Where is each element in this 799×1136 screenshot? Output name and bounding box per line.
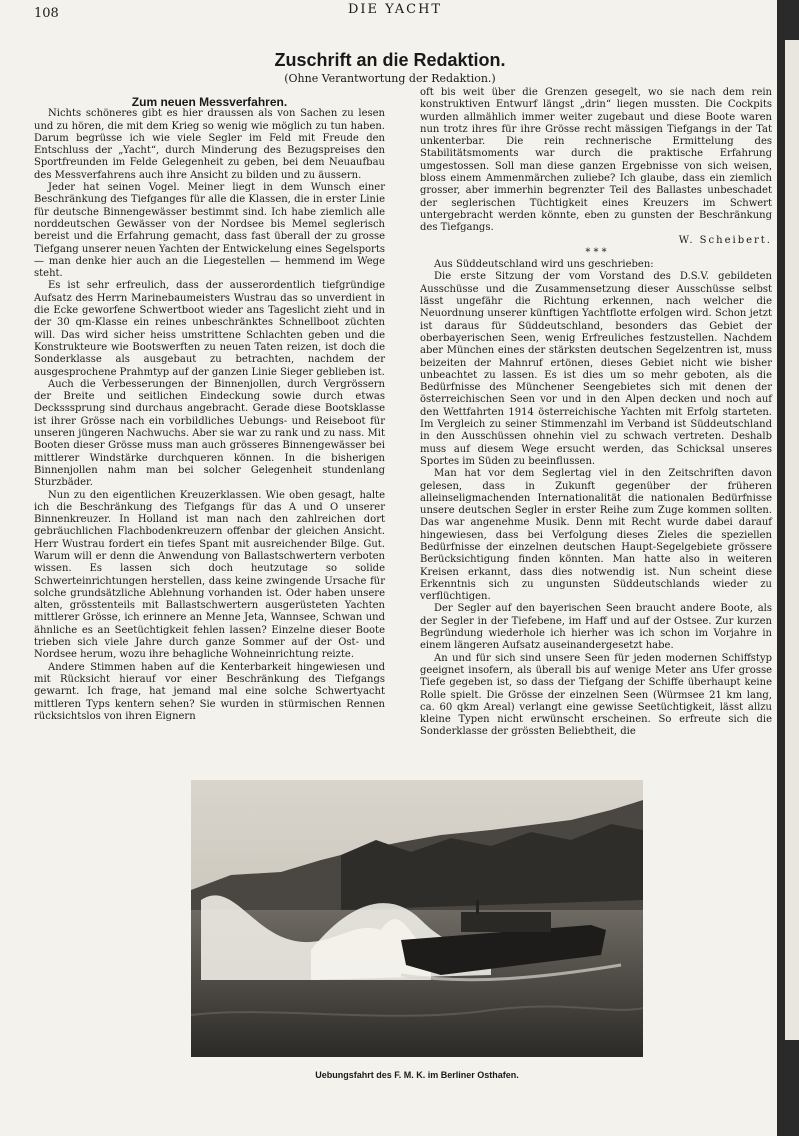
article-title: Zuschrift an die Redaktion. — [274, 50, 506, 70]
section-heading: Zum neuen Messverfahren. — [131, 95, 288, 109]
paragraph: Aus Süddeutschland wird uns geschrieben: — [434, 259, 654, 271]
paragraph: Auch die Verbesserungen der Binnenjollen, durch Vergrössern der Breite und seitlichen Eindeckung sowie durch etwas Decksssprung sind durchaus angebracht. Gerade diese Bootsklasse ist ihrer Grösse nach ein vorbildliches Uebungs- und Reiseboot für unseren jüngeren Nachwuchs. Aber sie war zu rank und zu nass. Mit Booten dieser Grösse muss man auch grösseres Binnengewässer bei mittlerer Windstärke durchqueren können. In die bisherigen Binnenjollen nahm man bei solcher Gelegenheit stundenlang Sturzbäder. — [34, 378, 385, 489]
motorboat-photo-illustration — [191, 780, 643, 1057]
paragraph: Es ist sehr erfreulich, dass der ausserordentlich tiefgründige Aufsatz des Herrn Marinebaumeisters Wustrau das so unverdient in die Ecke geworfene Schwertboot wieder ans Tageslicht zieht und in der 30 qm-Klasse ein reines unbeschränktes Schnellboot züchten will. Das wird sicher heiss umstrittene Schlachten geben und die Konstrukteure wie Bootswerften zu neuen Taten reizen, ist doch die Sonderklasse als ausgebaut zu betrachten, nachdem der ausgesprochene Prahmtyp auf der ganzen Linie Sieger geblieben ist. — [34, 280, 385, 378]
paragraph: Man hat vor dem Seglertag viel in den Zeitschriften davon gelesen, dass in Zukunft gegenüber der früheren alleinseligmachenden Internationalität die nationalen Bedürfnisse unsere deutschen Segler in erster Reihe zum Zuge kommen sollten. Das war angenehme Musik. Denn mit Recht wurde dabei darauf hingewiesen, dass bei Verfolgung dieses Zieles die speziellen Bedürfnisse der einzelnen deutschen Haupt-Segelgebiete grössere Berücksichtigung finden könnten. Man hatte also in weiteren Kreisen erkannt, dass dies notwendig ist. Nun scheint diese Erkenntnis sich zu ungunsten Süddeutschlands wieder zu verflüchtigen. — [420, 468, 772, 603]
right-column — [420, 87, 772, 739]
running-head: DIE YACHT — [348, 2, 443, 17]
paragraph: Nichts schöneres gibt es hier draussen als von Sachen zu lesen und zu hören, die mit dem Krieg so wenig wie möglich zu tun haben. Darum begrüsse ich wie viele Segler im Feld mit Freude den Entschluss der „Yacht“, durch Minderung des Bezugspreises den Sportfreunden im Felde Gelegenheit zu geben, bei dem Neuaufbau des Messverfahrens auch ihre Ansicht zu bilden und zu äussern. — [34, 108, 385, 181]
paragraph: Die erste Sitzung der vom Vorstand des D.S.V. gebildeten Ausschüsse und die Zusammensetzung dieser Ausschüsse selbst lässt ungefähr die Richtung erkennen, nach welcher die Neuordnung unserer künftigen Yachtflotte erfolgen wird. Schon jetzt ist daraus für Süddeutschland, besonders das Gebiet der oberbayerischen Seen, wenig Erfreuliches festzustellen. Nachdem aber München eines der stärksten deutschen Segelzentren ist, muss beizeiten der Mahnruf ertönen, dieses Gebiet nicht wie bisher unbeachtet zu lassen. Es ist dies um so mehr geboten, als die Bedürfnisse des Münchener Seengebietes sich mit denen der österreichischen Seen vor und in den Alpen decken und noch auf den Wettfahrten 1914 österreichische Yachten mit Erfolg starteten. Im Vergleich zu seiner Stimmenzahl im Verband ist Süddeutschland in den Ausschüssen ohnehin viel zu schwach vertreten. Deshalb muss auf diesem Wege ersucht werden, das Schicksal unseres Sportes im Süden zu beeinflussen. — [420, 271, 772, 467]
article-subtitle: (Ohne Verantwortung der Redaktion.) — [284, 72, 496, 85]
photo-caption: Uebungsfahrt des F. M. K. im Berliner Osthafen. — [315, 1070, 519, 1080]
paragraph: Jeder hat seinen Vogel. Meiner liegt in dem Wunsch einer Beschränkung des Tiefganges für alle die Klassen, die in erster Linie für deutsche Binnengewässer bestimmt sind. Ich habe ziemlich alle norddeutschen Gewässer von der Nordsee bis Memel seglerisch bereist und die Erfahrung gemacht, dass fast überall der zu grosse Tiefgang unserer neuen Yachten der Entwickelung eines Segelsports — man denke hier auch an die Liegestellen — hemmend im Wege steht. — [34, 182, 385, 280]
left-column — [34, 96, 385, 723]
boat-cabin — [461, 912, 551, 932]
section-separator: * * * — [585, 246, 607, 258]
page-number: 108 — [34, 6, 59, 21]
boat-photo — [191, 780, 643, 1057]
paragraph: Andere Stimmen haben auf die Kenterbarkeit hingewiesen und mit Rücksicht hierauf vor einer Beschränkung des Tiefgangs gewarnt. Ich frage, hat jemand mal eine solche Schwertyacht mittleren Typs kentern sehen? Sie wurden in stürmischen Rennen rücksichtslos von ihren Eignern — [34, 661, 385, 722]
paragraph: oft bis weit über die Grenzen gesegelt, wo sie nach dem rein konstruktiven Entwurf längst „drin“ liegen mussten. Die Cockpits wurden allmählich immer weiter zugebaut und diese Boote waren nun trotz ihres für ihre Grösse recht mässigen Tiefgangs in der Tat unkenterbar. Die rein rechnerische Ermittelung des Stabilitätsmoments war durch die praktische Erfahrung umgestossen. Soll man diese ganzen Ergebnisse von sich weisen, bloss einem Ammenmärchen zuliebe? Ich glaube, dass ein ziemlich grosser, aber immerhin begrenzter Teil des Ballastes unbeschadet der seglerischen Tüchtigkeit eines Kreuzers im Schwert untergebracht werden könnte, eben zu gunsten der Beschränkung des Tiefgangs. — [420, 87, 772, 234]
paragraph: Der Segler auf den bayerischen Seen braucht andere Boote, als der Segler in der Tiefebene, im Haff und auf der Ostsee. Zur kurzen Begründung wiederhole ich hierher was ich schon im Vorjahre in einem längeren Aufsatz auseinandergesetzt habe. — [420, 603, 772, 652]
adjacent-page-strip — [785, 40, 799, 1040]
paragraph: An und für sich sind unsere Seen für jeden modernen Schiffstyp geeignet insofern, als überall bis auf wenige Meter ans Ufer grosse Tiefe gegeben ist, so dass der Tiefgang der Schiffe überhaupt keine Rolle spielt. Die Grösse der einzelnen Seen (Würmsee 21 km lang, ca. 60 qkm Areal) verlangt eine gewisse Seetüchtigkeit, lässt allzu kleine Typen nicht erwünscht erscheinen. So erfreute sich die Sonderklasse der grössten Beliebtheit, die — [420, 652, 772, 738]
author-signature: W. Scheibert. — [678, 234, 772, 246]
paragraph: Nun zu den eigentlichen Kreuzerklassen. Wie oben gesagt, halte ich die Beschränkung des Tiefgangs für das A und O unserer Binnenkreuzer. In Holland ist man nach den zahlreichen dort gebräuchlichen Flachbodenkreuzern offenbar der gleichen Ansicht. Herr Wustrau fordert ein tiefes Spant mit ausreichender Bilge. Gut. Warum will er denn die Anwendung von Ballastschwertern verboten wissen. Es lassen sich doch heutzutage so solide Schwerteinrichtungen herstellen, dass keine zwingende Ursache für solche grundsätzliche Ablehnung vorhanden ist. Oder haben unsere alten, grösstenteils mit Ballastschwertern ausgerüsteten Yachten mittlerer Grösse, ich erinnere an Menne Jeta, Wannsee, Schwan und ähnliche es an Seetüchtigkeit fehlen lassen? Einzelne dieser Boote trieben sich viele Jahre durch ganze Sommer auf der Ost- und Nordsee herum, wozu ihre behagliche Wohneinrichtung reizte. — [34, 489, 385, 661]
